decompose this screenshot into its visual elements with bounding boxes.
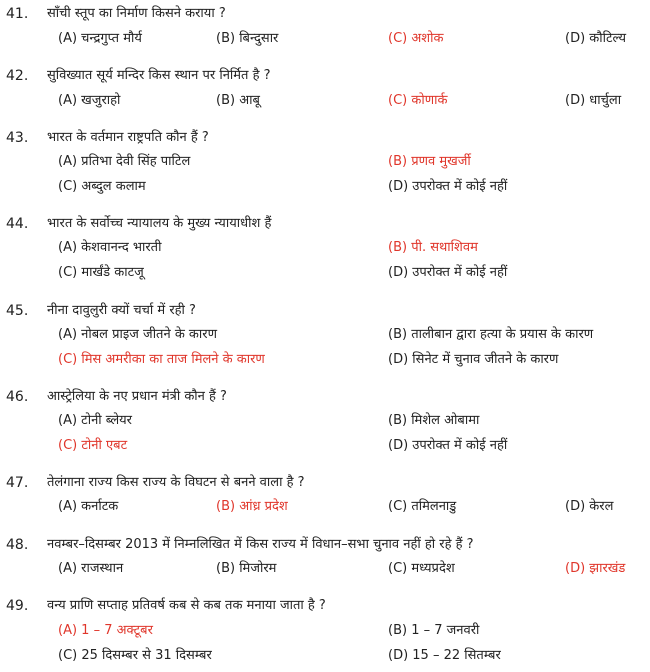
option-d: (D) सिनेट में चुनाव जीतने के कारण: [388, 352, 559, 367]
question-number: 49.: [6, 598, 29, 614]
option-b: (B) आबू: [216, 93, 260, 108]
option-d: (D) धार्चुला: [565, 93, 622, 108]
question-number: 42.: [6, 68, 29, 84]
option-c: (C) 25 दिसम्बर से 31 दिसम्बर: [58, 648, 212, 663]
option-c: (C) मध्यप्रदेश: [388, 561, 455, 576]
option-d: (D) 15 – 22 सितम्बर: [388, 648, 501, 663]
option-a: (A) नोबल प्राइज जीतने के कारण: [58, 327, 217, 342]
option-d: (D) उपरोक्त में कोई नहीं: [388, 438, 508, 453]
option-b: (B) 1 – 7 जनवरी: [388, 623, 480, 638]
option-a: (A) टोनी ब्लेयर: [58, 413, 132, 428]
option-c: (C) तमिलनाडु: [388, 499, 457, 514]
option-b: (B) बिन्दुसार: [216, 31, 279, 46]
question-number: 47.: [6, 475, 29, 491]
option-b-correct: (B) आंध्र प्रदेश: [216, 499, 288, 514]
option-c: (C) मार्खंडे काटजू: [58, 265, 144, 280]
option-a: (A) प्रतिभा देवी सिंह पाटिल: [58, 154, 191, 169]
option-d: (D) केरल: [565, 499, 614, 514]
option-b: (B) मिशेल ओबामा: [388, 413, 480, 428]
option-d: (D) उपरोक्त में कोई नहीं: [388, 179, 508, 194]
question-text: भारत के सर्वोच्च न्यायालय के मुख्य न्यायाधीश हैं: [47, 216, 272, 231]
option-d: (D) उपरोक्त में कोई नहीं: [388, 265, 508, 280]
question-number: 45.: [6, 303, 29, 319]
option-c-correct: (C) कोणार्क: [388, 93, 448, 108]
question-text: आस्ट्रेलिया के नए प्रधान मंत्री कौन हैं ?: [47, 389, 227, 404]
option-a: (A) खजुराहो: [58, 93, 121, 108]
option-b-correct: (B) प्रणव मुखर्जी: [388, 154, 471, 169]
question-text: नवम्बर–दिसम्बर 2013 में निम्नलिखित में किस राज्य में विधान–सभा चुनाव नहीं हो रहे हैं ?: [47, 537, 474, 552]
question-number: 44.: [6, 216, 29, 232]
option-a: (A) राजस्थान: [58, 561, 124, 576]
question-text: तेलंगाना राज्य किस राज्य के विघटन से बनने वाला है ?: [47, 475, 305, 490]
question-text: सुविख्यात सूर्य मन्दिर किस स्थान पर निर्मित है ?: [47, 68, 271, 83]
option-d: (D) कौटिल्य: [565, 31, 627, 46]
option-b: (B) तालीबान द्वारा हत्या के प्रयास के कारण: [388, 327, 594, 342]
option-c-correct: (C) अशोक: [388, 31, 444, 46]
option-c-correct: (C) मिस अमरीका का ताज मिलने के कारण: [58, 352, 265, 367]
question-text: भारत के वर्तमान राष्ट्रपति कौन हैं ?: [47, 130, 209, 145]
question-number: 46.: [6, 389, 29, 405]
question-number: 48.: [6, 537, 29, 553]
option-a: (A) केशवानन्द भारती: [58, 240, 162, 255]
option-a: (A) चन्द्रगुप्त मौर्य: [58, 31, 142, 46]
option-c: (C) अब्दुल कलाम: [58, 179, 146, 194]
question-text: साँची स्तूप का निर्माण किसने कराया ?: [47, 6, 226, 21]
option-a: (A) कर्नाटक: [58, 499, 119, 514]
question-text: नीना दावुलुरी क्यों चर्चा में रही ?: [47, 303, 196, 318]
option-b-correct: (B) पी. सथाशिवम: [388, 240, 478, 255]
option-b: (B) मिजोरम: [216, 561, 277, 576]
option-a-correct: (A) 1 – 7 अक्टूबर: [58, 623, 153, 638]
question-number: 43.: [6, 130, 29, 146]
option-c-correct: (C) टोनी एबट: [58, 438, 128, 453]
question-number: 41.: [6, 6, 29, 22]
question-text: वन्य प्राणि सप्ताह प्रतिवर्ष कब से कब तक मनाया जाता है ?: [47, 598, 326, 613]
option-d-correct: (D) झारखंड: [565, 561, 626, 576]
